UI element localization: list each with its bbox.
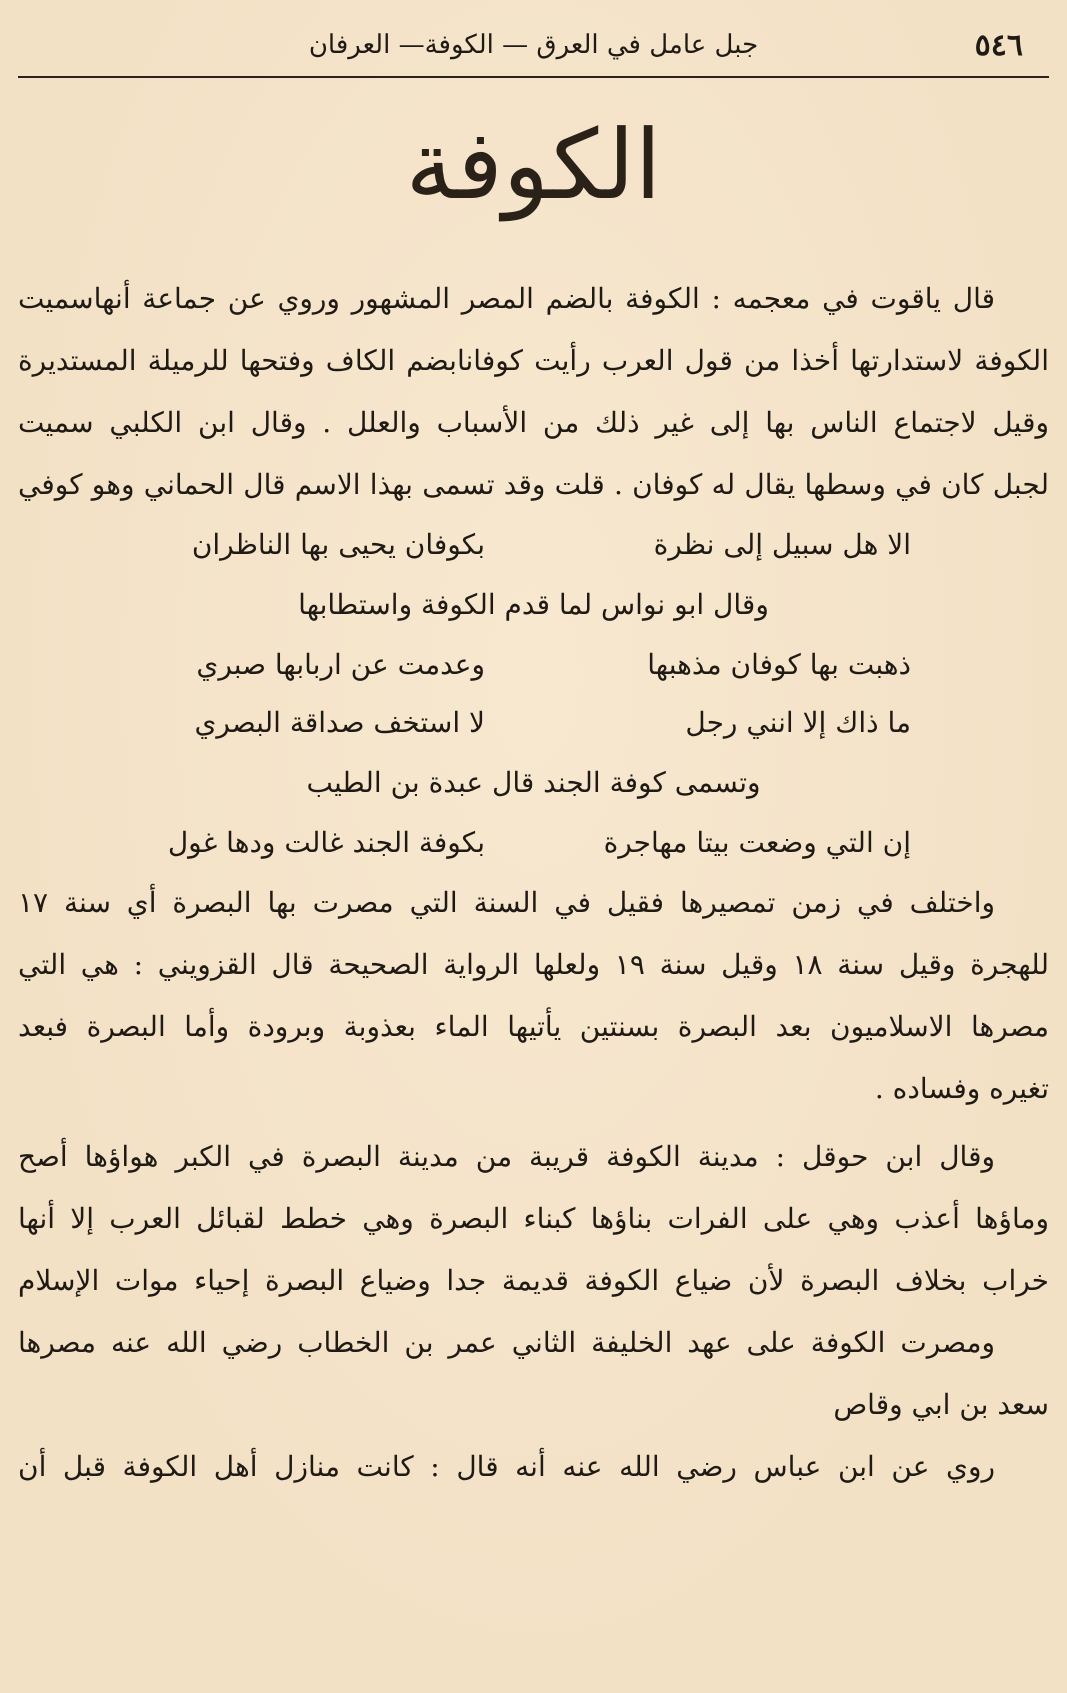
text-line: قال ياقوت في معجمه : الكوفة بالضم المصر المشهور وروي عن جماعة أنهاسميت [18,282,995,315]
text-line: لجبل كان في وسطها يقال له كوفان . قلت وقد تسمى بهذا الاسم قال الحماني وهو كوفي [18,468,1049,501]
text-line: سعد بن ابي وقاص [833,1388,1049,1421]
text-line: خراب بخلاف البصرة لأن ضياع الكوفة قديمة جدا وضياع البصرة إحياء موات الإسلام [18,1264,1049,1297]
page-header [18,18,1049,68]
verse-intro: وقال ابو نواس لما قدم الكوفة واستطابها [298,588,769,621]
page-number: ٥٤٦ [974,28,1023,63]
verse-2 [18,636,1049,694]
text-line: وقال ابن حوقل : مدينة الكوفة قريبة من مدينة البصرة في الكبر هواؤها أصح [18,1140,995,1173]
verse-hemistich: بكوفان يحيى بها الناظران [191,528,485,561]
text-line: مصرها الاسلاميون بعد البصرة بسنتين يأتيها الماء بعذوبة وبرودة وأما البصرة فبعد [18,1010,1049,1043]
verse-1 [18,516,1049,574]
text-line: للهجرة وقيل سنة ١٨ وقيل سنة ١٩ ولعلها الرواية الصحيحة قال القزويني : هي التي [18,948,1049,981]
running-head: جبل عامل في العرق — الكوفة— العرفان [308,30,759,60]
verse-hemistich: وعدمت عن اربابها صبري [196,648,485,681]
paragraph-2 [18,872,1049,1120]
verse-hemistich: لا استخف صداقة البصري [194,706,485,739]
text-line: ومصرت الكوفة على عهد الخليفة الثاني عمر بن الخطاب رضي الله عنه مصرها [18,1326,995,1359]
paragraph-5 [18,1436,1049,1498]
text-line: وماؤها أعذب وهي على الفرات بناؤها كبناء البصرة وهي خطط لقبائل العرب إلا أنها [18,1202,1049,1235]
verse-hemistich: إن التي وضعت بيتا مهاجرة [603,826,911,859]
verse-hemistich: ما ذاك إلا انني رجل [685,706,911,739]
verse-hemistich: بكوفة الجند غالت ودها غول [167,826,485,859]
paragraph-4 [18,1312,1049,1436]
verse-3 [18,694,1049,752]
verse-4 [18,814,1049,872]
verse-hemistich: الا هل سبيل إلى نظرة [653,528,911,561]
text-line: واختلف في زمن تمصيرها فقيل في السنة التي مصرت بها البصرة أي سنة ١٧ [18,886,995,919]
text-line: الكوفة لاستدارتها أخذا من قول العرب رأيت كوفانابضم الكاف وفتحها للرميلة المستديرة [18,344,1049,377]
verse-intro: وتسمى كوفة الجند قال عبدة بن الطيب [306,766,761,799]
verse-hemistich: ذهبت بها كوفان مذهبها [647,648,911,681]
paragraph-1 [18,268,1049,516]
paragraph-3 [18,1126,1049,1312]
article-body [18,268,1049,1498]
article-title: الكوفة [405,109,662,221]
text-line: وقيل لاجتماع الناس بها إلى غير ذلك من الأسباب والعلل . وقال ابن الكلبي سميت [18,406,1049,439]
text-line: روي عن ابن عباس رضي الله عنه أنه قال : كانت منازل أهل الكوفة قبل أن [18,1450,995,1483]
header-rule [18,76,1049,78]
text-line: تغيره وفساده . [874,1072,1049,1105]
